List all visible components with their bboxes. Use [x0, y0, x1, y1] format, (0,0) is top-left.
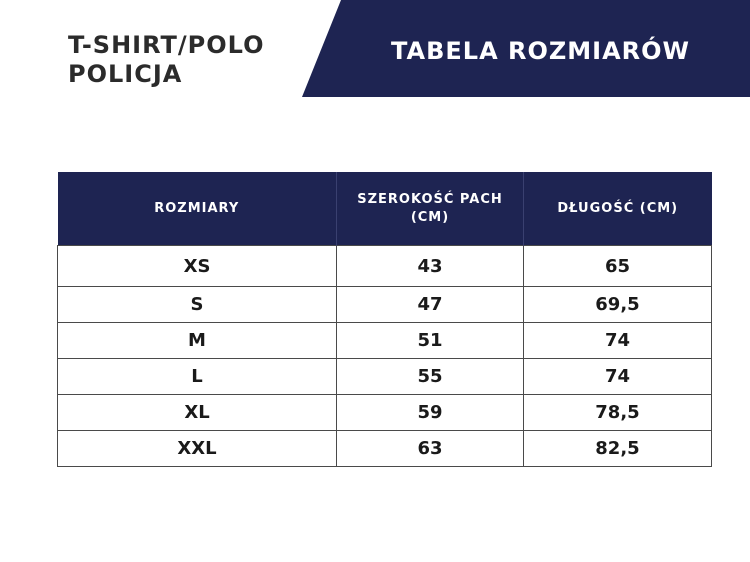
cell-length: 82,5	[524, 431, 712, 467]
cell-size: L	[58, 359, 337, 395]
cell-length: 74	[524, 323, 712, 359]
product-title-line-1: T-SHIRT/POLO	[68, 31, 265, 59]
column-header-length: DŁUGOŚĆ (CM)	[524, 172, 712, 246]
column-header-chest-width: SZEROKOŚĆ PACH (CM)	[337, 172, 524, 246]
product-title-line-2: POLICJA	[68, 60, 183, 88]
cell-chest-width: 47	[337, 287, 524, 323]
cell-chest-width: 55	[337, 359, 524, 395]
table-row	[58, 359, 712, 395]
cell-chest-width: 59	[337, 395, 524, 431]
cell-size: S	[58, 287, 337, 323]
cell-size: M	[58, 323, 337, 359]
table-row	[58, 246, 712, 287]
cell-size: XS	[58, 246, 337, 287]
cell-length: 69,5	[524, 287, 712, 323]
cell-chest-width: 51	[337, 323, 524, 359]
table-row	[58, 431, 712, 467]
size-table	[57, 172, 712, 467]
banner-title: TABELA ROZMIARÓW	[391, 37, 691, 65]
table-row	[58, 395, 712, 431]
cell-size: XL	[58, 395, 337, 431]
column-header-size: ROZMIARY	[58, 172, 337, 246]
cell-chest-width: 43	[337, 246, 524, 287]
cell-length: 65	[524, 246, 712, 287]
product-title	[68, 31, 264, 89]
table-row	[58, 323, 712, 359]
cell-size: XXL	[58, 431, 337, 467]
cell-chest-width: 63	[337, 431, 524, 467]
table-header-row	[58, 172, 712, 246]
cell-length: 74	[524, 359, 712, 395]
cell-length: 78,5	[524, 395, 712, 431]
table-row	[58, 287, 712, 323]
